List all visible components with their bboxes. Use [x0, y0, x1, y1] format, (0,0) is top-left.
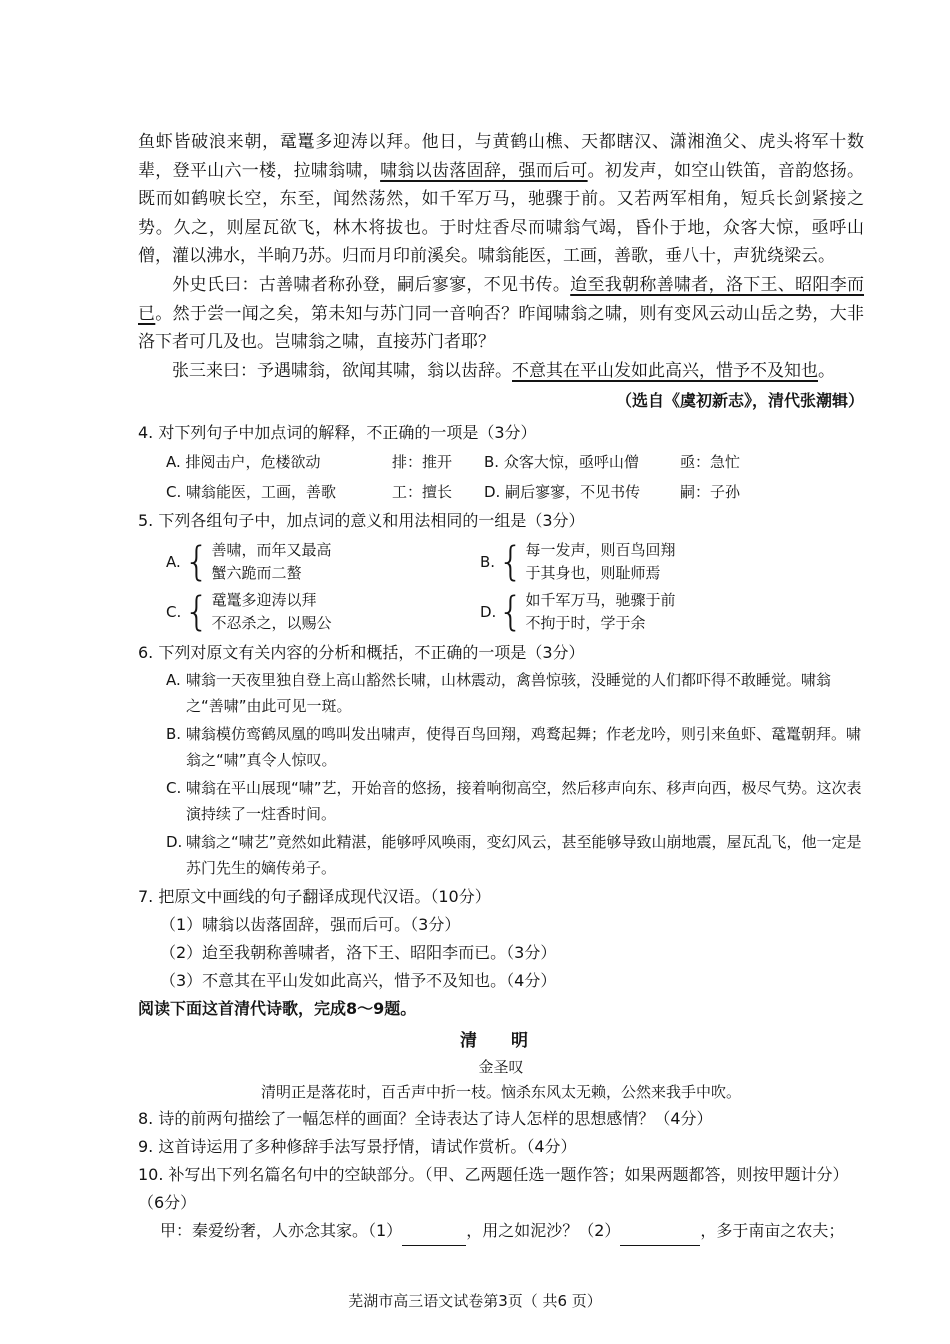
question-9: 9. 这首诗运用了多种修辞手法写景抒情，请试作赏析。（4分）: [138, 1137, 577, 1157]
answer-blank-1[interactable]: [402, 1217, 466, 1246]
question-7-item-1: （1）啸翁以齿落固辞，强而后可。（3分）: [160, 915, 461, 935]
choice-d: D. { 如千军万马，驰骤于前 不拘于时，学于余: [480, 589, 676, 636]
question-7-item-3: （3）不意其在平山发如此高兴，惜予不及知也。（4分）: [160, 971, 557, 991]
underlined-sentence-2: 迨至我朝称善啸者，洛下王、昭阳李而已: [138, 274, 865, 324]
question-5-row-1: [166, 539, 864, 585]
question-7-item-2: （2）迨至我朝称善啸者，洛下王、昭阳李而已。（3分）: [160, 943, 557, 963]
choice-b: B. { 每一发声，则百鸟回翔 于其身也，则耻师焉: [480, 539, 676, 586]
choice-a: A. { 善啸，而年又最高 蟹六跪而二螯: [166, 539, 332, 586]
underlined-sentence-1: 啸翁以齿落固辞，强而后可: [380, 160, 588, 181]
question-6-option-b: B. 啸翁模仿鸾鹤凤凰的鸣叫发出啸声，使得百鸟回翔，鸡鹜起舞；作老龙吟，则引来鱼虾、鼋鼍朝拜。啸翁之“啸”真令人惊叹。: [166, 725, 862, 770]
page-footer: 芜湖市高三语文试卷第3页（ 共6 页）: [348, 1292, 602, 1310]
underlined-sentence-3: 不意其在平山发如此高兴，惜予不及知也: [512, 360, 818, 381]
poem-instruction: 阅读下面这首清代诗歌，完成8～9题。: [138, 999, 417, 1019]
question-4-row-1: A. 排阅击户，危楼欲动 排：推开 B. 众客大惊，亟呼山僧 亟：急忙: [166, 453, 741, 472]
question-5-stem: 5. 下列各组句子中，加点词的意义和用法相同的一组是（3分）: [138, 511, 585, 531]
passage-paragraph-3: 张三来曰：予遇啸翁，欲闻其啸，翁以齿辞。不意其在平山发如此高兴，惜予不及知也。: [172, 360, 835, 381]
question-6-stem: 6. 下列对原文有关内容的分析和概括，不正确的一项是（3分）: [138, 643, 585, 663]
question-7-stem: 7. 把原文中画线的句子翻译成现代汉语。（10分）: [138, 887, 491, 907]
poem-author: 金圣叹: [478, 1058, 524, 1077]
page-content: [138, 128, 864, 1246]
question-4-stem: 4. 对下列句子中加点词的解释，不正确的一项是（3分）: [138, 423, 537, 443]
passage-source: （选自《虞初新志》，清代张潮辑）: [615, 391, 864, 411]
poem-title: 清 明: [460, 1031, 542, 1052]
question-6-option-d: D. 啸翁之“啸艺”竟然如此精湛，能够呼风唤雨，变幻风云，甚至能够导致山崩地震，屋瓦乱飞，他一定是苏门先生的嫡传弟子。: [166, 833, 862, 878]
question-4-row-2: C. 啸翁能医，工画，善歌 工：擅长 D. 嗣后寥寥，不见书传 嗣：子孙: [166, 483, 741, 502]
question-5-row-2: [166, 589, 864, 635]
question-6-option-a: A. 啸翁一天夜里独自登上高山豁然长啸，山林震动，禽兽惊骇，没睡觉的人们都吓得不敢睡觉。啸翁之“善啸”由此可见一斑。: [166, 671, 832, 716]
question-10-stem: 10. 补写出下列名篇名句中的空缺部分。（甲、乙两题任选一题作答；如果两题都答，则按甲题计分）（6分）: [138, 1165, 849, 1213]
question-6-option-c: C. 啸翁在平山展现“啸”艺，开始音的悠扬，接着响彻高空，然后移声向东、移声向西，极尽气势。这次表演持续了一炷香时间。: [166, 779, 862, 824]
passage-paragraph-1: 鱼虾皆破浪来朝，鼋鼍多迎涛以拜。他日，与黄鹤山樵、天都瞎汉、潇湘渔父、虎头将军十数辈，登平山六一楼，拉啸翁啸，啸翁以齿落固辞，强而后可。初发声，如空山铁笛，音韵悠扬。既而如鹤唳长空，东至，闻然荡然，如千军万马，驰骤于前。又若两军相角，短兵长剑紧接之势。久之，则屋瓦欲飞，林木将拔也。于时炷香尽而啸翁气竭，昏仆于地，众客大惊，亟呼山僧，灌以沸水，半晌乃苏。归而月印前溪矣。啸翁能医，工画，善歌，垂八十，声犹绕梁云。: [138, 132, 865, 267]
question-10-line-a: 甲：秦爱纷奢，人亦念其家。（1） ，用之如泥沙？（2） ，多于南亩之农夫；: [160, 1217, 864, 1246]
question-8: 8. 诗的前两句描绘了一幅怎样的画面？全诗表达了诗人怎样的思想感情？（4分）: [138, 1109, 713, 1129]
choice-c: C. { 鼋鼍多迎涛以拜 不忍杀之，以赐公: [166, 589, 332, 636]
passage-paragraph-2: 外史氏曰：古善啸者称孙登，嗣后寥寥，不见书传。迨至我朝称善啸者，洛下王、昭阳李而已。然于尝一闻之矣，第未知与苏门同一音响否？昨闻啸翁之啸，则有变风云动山岳之势，大非洛下者可几及也。岂啸翁之啸，直接苏门者耶？: [138, 274, 865, 353]
answer-blank-2[interactable]: [620, 1217, 700, 1246]
poem-text: 清明正是落花时，百舌声中折一枝。恼杀东风太无赖，公然来我手中吹。: [260, 1083, 741, 1102]
